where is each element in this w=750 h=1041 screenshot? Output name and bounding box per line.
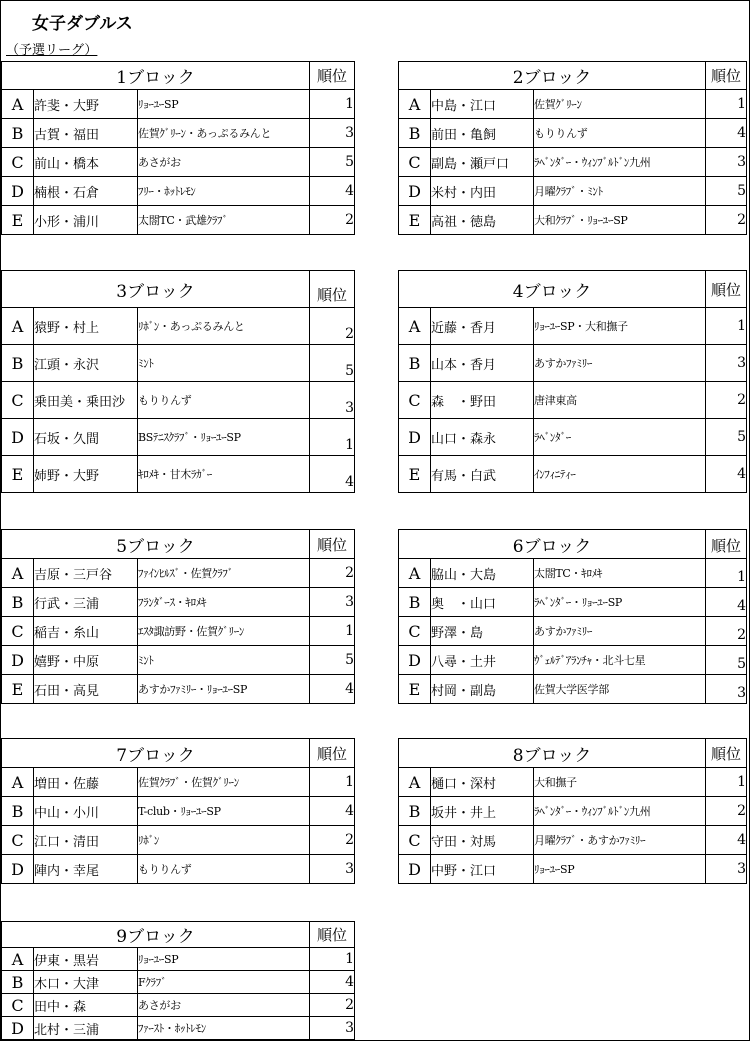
table-row: [2, 308, 355, 345]
player-names: 八尋・土井: [431, 646, 534, 675]
rank-value: 3: [706, 148, 747, 177]
table-row: [2, 646, 355, 675]
rank-value: 4: [706, 456, 747, 493]
rank-value: 3: [310, 1017, 355, 1040]
pair-letter: D: [399, 177, 431, 206]
player-names: 伊東・黒岩: [34, 948, 138, 971]
club-name: ﾐﾝﾄ: [138, 345, 310, 382]
pair-letter: C: [2, 382, 34, 419]
club-name: Fｸﾗﾌﾞ: [138, 971, 310, 994]
block-table-6: [398, 529, 747, 704]
table-row: [399, 148, 747, 177]
pair-letter: E: [399, 206, 431, 235]
table-row: [2, 206, 355, 235]
block-table-7: [1, 738, 355, 884]
rank-value: 2: [706, 206, 747, 235]
table-row: [2, 1017, 355, 1040]
club-name: 月曜ｸﾗﾌﾞ・ﾐﾝﾄ: [534, 177, 706, 206]
club-name: ﾗﾍﾞﾝﾀﾞｰ: [534, 419, 706, 456]
player-names: 稲吉・糸山: [34, 617, 138, 646]
rank-value: 5: [310, 646, 355, 675]
table-row: [399, 206, 747, 235]
player-names: 米村・内田: [431, 177, 534, 206]
pair-letter: C: [2, 994, 34, 1017]
rank-value: 1: [706, 768, 747, 797]
player-names: 近藤・香月: [431, 308, 534, 345]
table-row: [399, 456, 747, 493]
pair-letter: D: [2, 646, 34, 675]
rank-value: 2: [310, 206, 355, 235]
club-name: あすかﾌｧﾐﾘｰ・ﾘｮｰﾕｰSP: [138, 675, 310, 704]
block-title: 7ブロック: [2, 739, 310, 768]
player-names: 吉原・三戸谷: [34, 559, 138, 588]
rank-header: 順位: [706, 62, 747, 90]
block-table-1: [1, 61, 355, 235]
rank-value: 5: [310, 148, 355, 177]
player-names: 坂井・井上: [431, 797, 534, 826]
table-row: [2, 419, 355, 456]
table-row: [2, 994, 355, 1017]
pair-letter: A: [2, 768, 34, 797]
pair-letter: B: [399, 797, 431, 826]
table-row: [2, 826, 355, 855]
club-name: ｲﾝﾌｨﾆﾃｨｰ: [534, 456, 706, 493]
rank-value: 3: [310, 588, 355, 617]
pair-letter: A: [399, 768, 431, 797]
pair-letter: B: [2, 797, 34, 826]
pair-letter: E: [2, 456, 34, 493]
block-table-5: [1, 529, 355, 704]
table-row: [399, 345, 747, 382]
table-row: [399, 177, 747, 206]
rank-header: 順位: [706, 739, 747, 768]
rank-value: 5: [310, 345, 355, 382]
table-row: [399, 797, 747, 826]
pair-letter: B: [399, 588, 431, 617]
club-name: ﾗﾍﾞﾝﾀﾞｰ・ｳｨﾝﾌﾞﾙﾄﾞﾝ九州: [534, 148, 706, 177]
club-name: T-club・ﾘｮｰﾕｰSP: [138, 797, 310, 826]
rank-value: 1: [310, 617, 355, 646]
player-names: 石坂・久間: [34, 419, 138, 456]
table-row: [399, 559, 747, 588]
club-name: ﾗﾍﾞﾝﾀﾞｰ・ｳｨﾝﾌﾞﾙﾄﾞﾝ九州: [534, 797, 706, 826]
table-row: [399, 382, 747, 419]
page-title: 女子ダブルス: [32, 14, 133, 34]
club-name: あさがお: [138, 148, 310, 177]
rank-header: 順位: [310, 530, 355, 559]
player-names: 樋口・深村: [431, 768, 534, 797]
block-table-3: [1, 270, 355, 493]
club-name: ﾘｮｰﾕｰSP: [138, 90, 310, 119]
pair-letter: E: [2, 206, 34, 235]
block-title: 6ブロック: [399, 530, 706, 559]
table-row: [2, 971, 355, 994]
club-name: もりりんず: [138, 855, 310, 884]
block-title: 1ブロック: [2, 62, 310, 90]
club-name: 佐賀ｸﾞﾘｰﾝ: [534, 90, 706, 119]
club-name: 大和ｸﾗﾌﾞ・ﾘｮｰﾕｰSP: [534, 206, 706, 235]
rank-header: 順位: [310, 922, 355, 948]
player-names: 中島・江口: [431, 90, 534, 119]
club-name: ﾗﾍﾞﾝﾀﾞｰ・ﾘｮｰﾕｰSP: [534, 588, 706, 617]
rank-header: 順位: [310, 739, 355, 768]
block-title: 8ブロック: [399, 739, 706, 768]
pair-letter: B: [399, 119, 431, 148]
rank-value: 4: [310, 971, 355, 994]
rank-value: 4: [310, 797, 355, 826]
table-row: [2, 90, 355, 119]
rank-header: 順位: [310, 62, 355, 90]
club-name: ﾘﾎﾞﾝ・あっぷるみんと: [138, 308, 310, 345]
page-subtitle: （予選リーグ）: [6, 43, 98, 58]
pair-letter: A: [2, 559, 34, 588]
rank-value: 1: [310, 768, 355, 797]
club-name: ﾘｮｰﾕｰSP: [138, 948, 310, 971]
rank-value: 2: [310, 826, 355, 855]
player-names: 村岡・副島: [431, 675, 534, 704]
rank-header: 順位: [706, 530, 747, 559]
player-names: 脇山・大島: [431, 559, 534, 588]
club-name: ｴｽﾀ諏訪野・佐賀ｸﾞﾘｰﾝ: [138, 617, 310, 646]
pair-letter: C: [399, 148, 431, 177]
table-row: [399, 646, 747, 675]
club-name: ﾐﾝﾄ: [138, 646, 310, 675]
club-name: ﾌｧｰｽﾄ・ﾎｯﾄﾚﾓﾝ: [138, 1017, 310, 1040]
pair-letter: B: [399, 345, 431, 382]
club-name: 大和撫子: [534, 768, 706, 797]
pair-letter: A: [399, 90, 431, 119]
rank-value: 5: [706, 177, 747, 206]
pair-letter: C: [2, 148, 34, 177]
table-row: [399, 768, 747, 797]
pair-letter: A: [2, 308, 34, 345]
block-table-8: [398, 738, 747, 884]
pair-letter: D: [399, 646, 431, 675]
pair-letter: B: [2, 971, 34, 994]
pair-letter: C: [399, 382, 431, 419]
block-title: 4ブロック: [399, 271, 706, 308]
player-names: 山本・香月: [431, 345, 534, 382]
club-name: 太閤TC・武雄ｸﾗﾌﾞ: [138, 206, 310, 235]
player-names: 陣内・幸尾: [34, 855, 138, 884]
block-title: 9ブロック: [2, 922, 310, 948]
player-names: 姉野・大野: [34, 456, 138, 493]
rank-value: 2: [310, 994, 355, 1017]
club-name: ｷﾛﾒｷ・甘木ﾗｶﾞｰ: [138, 456, 310, 493]
pair-letter: D: [2, 177, 34, 206]
table-row: [399, 588, 747, 617]
player-names: 山口・森永: [431, 419, 534, 456]
rank-value: 2: [706, 617, 747, 646]
table-row: [2, 177, 355, 206]
player-names: 嬉野・中原: [34, 646, 138, 675]
table-row: [399, 419, 747, 456]
table-row: [2, 617, 355, 646]
player-names: 乗田美・乗田沙: [34, 382, 138, 419]
rank-value: 4: [310, 675, 355, 704]
pair-letter: A: [2, 90, 34, 119]
rank-value: 2: [706, 797, 747, 826]
player-names: 森 ・野田: [431, 382, 534, 419]
table-row: [399, 855, 747, 884]
club-name: 月曜ｸﾗﾌﾞ・あすかﾌｧﾐﾘｰ: [534, 826, 706, 855]
club-name: 佐賀ｸﾞﾘｰﾝ・あっぷるみんと: [138, 119, 310, 148]
rank-header: 順位: [706, 271, 747, 308]
pair-letter: A: [399, 308, 431, 345]
pair-letter: D: [2, 419, 34, 456]
player-names: 守田・対馬: [431, 826, 534, 855]
table-row: [2, 119, 355, 148]
table-row: [399, 119, 747, 148]
pair-letter: B: [2, 345, 34, 382]
club-name: BSﾃﾆｽｸﾗﾌﾞ・ﾘｮｰﾕｰSP: [138, 419, 310, 456]
rank-value: 1: [706, 559, 747, 588]
table-row: [399, 617, 747, 646]
table-row: [2, 382, 355, 419]
rank-value: 4: [706, 826, 747, 855]
rank-value: 3: [706, 345, 747, 382]
player-names: 田中・森: [34, 994, 138, 1017]
pair-letter: D: [399, 419, 431, 456]
pair-letter: C: [2, 617, 34, 646]
club-name: ﾌﾗﾝﾀﾞｰｽ・ｷﾛﾒｷ: [138, 588, 310, 617]
player-names: 副島・瀬戸口: [431, 148, 534, 177]
table-row: [2, 148, 355, 177]
club-name: 佐賀大学医学部: [534, 675, 706, 704]
rank-value: 3: [706, 855, 747, 884]
player-names: 許斐・大野: [34, 90, 138, 119]
club-name: 唐津東高: [534, 382, 706, 419]
player-names: 木口・大津: [34, 971, 138, 994]
rank-value: 3: [310, 855, 355, 884]
pair-letter: D: [2, 1017, 34, 1040]
table-row: [2, 855, 355, 884]
rank-value: 1: [310, 90, 355, 119]
club-name: あすかﾌｧﾐﾘｰ: [534, 345, 706, 382]
table-row: [399, 826, 747, 855]
pair-letter: C: [2, 826, 34, 855]
rank-value: 2: [706, 382, 747, 419]
rank-value: 1: [706, 308, 747, 345]
table-row: [2, 948, 355, 971]
rank-value: 5: [706, 646, 747, 675]
rank-value: 5: [706, 419, 747, 456]
player-names: 高祖・徳島: [431, 206, 534, 235]
rank-value: 3: [706, 675, 747, 704]
club-name: あさがお: [138, 994, 310, 1017]
rank-value: 3: [310, 382, 355, 419]
table-row: [399, 308, 747, 345]
pair-letter: E: [399, 675, 431, 704]
club-name: ｳﾞｪﾙﾃﾞｱﾗﾝﾁｬ・北斗七星: [534, 646, 706, 675]
table-row: [399, 90, 747, 119]
table-row: [2, 675, 355, 704]
block-table-4: [398, 270, 747, 493]
player-names: 小形・浦川: [34, 206, 138, 235]
rank-value: 1: [706, 90, 747, 119]
table-row: [399, 675, 747, 704]
player-names: 猿野・村上: [34, 308, 138, 345]
rank-value: 2: [310, 308, 355, 345]
player-names: 行武・三浦: [34, 588, 138, 617]
table-row: [2, 456, 355, 493]
rank-value: 1: [310, 948, 355, 971]
table-row: [2, 588, 355, 617]
pair-letter: D: [399, 855, 431, 884]
table-row: [2, 797, 355, 826]
table-row: [2, 345, 355, 382]
block-table-2: [398, 61, 747, 235]
club-name: もりりんず: [534, 119, 706, 148]
rank-value: 4: [706, 588, 747, 617]
rank-value: 1: [310, 419, 355, 456]
table-row: [2, 768, 355, 797]
player-names: 増田・佐藤: [34, 768, 138, 797]
player-names: 前山・橋本: [34, 148, 138, 177]
pair-letter: E: [399, 456, 431, 493]
club-name: ﾌｧｲﾝﾋﾙｽﾞ・佐賀ｸﾗﾌﾞ: [138, 559, 310, 588]
player-names: 中野・江口: [431, 855, 534, 884]
pair-letter: A: [2, 948, 34, 971]
player-names: 楠根・石倉: [34, 177, 138, 206]
pair-letter: C: [399, 826, 431, 855]
pair-letter: B: [2, 588, 34, 617]
player-names: 野澤・島: [431, 617, 534, 646]
player-names: 古賀・福田: [34, 119, 138, 148]
rank-value: 4: [310, 456, 355, 493]
block-title: 3ブロック: [2, 271, 310, 308]
club-name: 太閤TC・ｷﾛﾒｷ: [534, 559, 706, 588]
rank-value: 4: [706, 119, 747, 148]
pair-letter: B: [2, 119, 34, 148]
player-names: 奥 ・山口: [431, 588, 534, 617]
club-name: ﾘｮｰﾕｰSP: [534, 855, 706, 884]
player-names: 北村・三浦: [34, 1017, 138, 1040]
rank-value: 2: [310, 559, 355, 588]
block-table-9: [1, 921, 355, 1040]
player-names: 石田・高見: [34, 675, 138, 704]
club-name: あすかﾌｧﾐﾘｰ: [534, 617, 706, 646]
pair-letter: A: [399, 559, 431, 588]
player-names: 江頭・永沢: [34, 345, 138, 382]
rank-header: 順位: [310, 271, 355, 308]
player-names: 中山・小川: [34, 797, 138, 826]
player-names: 前田・亀飼: [431, 119, 534, 148]
rank-value: 4: [310, 177, 355, 206]
club-name: 佐賀ｸﾗﾌﾞ・佐賀ｸﾞﾘｰﾝ: [138, 768, 310, 797]
pair-letter: E: [2, 675, 34, 704]
club-name: もりりんず: [138, 382, 310, 419]
club-name: ﾌﾘｰ・ﾎｯﾄﾚﾓﾝ: [138, 177, 310, 206]
player-names: 有馬・白武: [431, 456, 534, 493]
table-row: [2, 559, 355, 588]
club-name: ﾘｮｰﾕｰSP・大和撫子: [534, 308, 706, 345]
player-names: 江口・清田: [34, 826, 138, 855]
club-name: ﾘﾎﾞﾝ: [138, 826, 310, 855]
block-title: 5ブロック: [2, 530, 310, 559]
pair-letter: D: [2, 855, 34, 884]
pair-letter: C: [399, 617, 431, 646]
block-title: 2ブロック: [399, 62, 706, 90]
rank-value: 3: [310, 119, 355, 148]
